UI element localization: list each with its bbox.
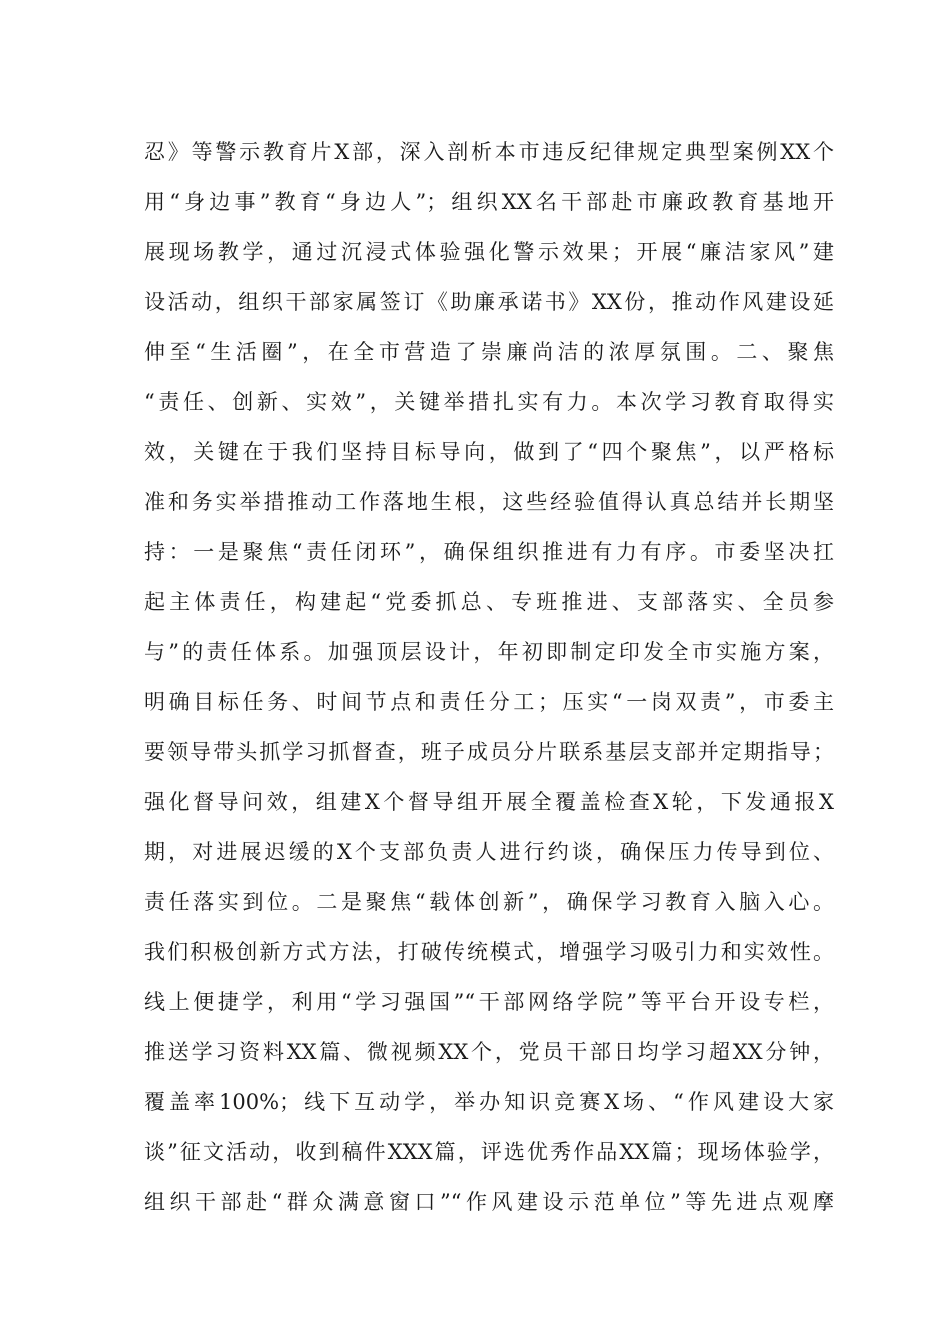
text-line-19: 推送学习资料XX篇、微视频XX个，党员干部日均学习超XX分钟，	[144, 1040, 834, 1064]
text-line-18: 线上便捷学，利用“学习强国”“干部网络学院”等平台开设专栏，	[144, 990, 834, 1014]
text-line-9: 持：一是聚焦“责任闭环”，确保组织推进有力有序。市委坚决扛	[144, 540, 834, 564]
text-line-14: 强化督导问效，组建X个督导组开展全覆盖检查X轮，下发通报X	[144, 790, 834, 814]
body-text	[144, 127, 834, 1227]
text-line-8: 准和务实举措推动工作落地生根，这些经验值得认真总结并长期坚	[144, 490, 834, 514]
text-line-13: 要领导带头抓学习抓督查，班子成员分片联系基层支部并定期指导；	[144, 740, 834, 764]
text-line-22: 组织干部赴“群众满意窗口”“作风建设示范单位”等先进点观摩	[144, 1190, 834, 1214]
text-line-2: 用“身边事”教育“身边人”；组织XX名干部赴市廉政教育基地开	[144, 190, 834, 214]
text-line-21: 谈”征文活动，收到稿件XXX篇，评选优秀作品XX篇；现场体验学，	[144, 1140, 834, 1164]
text-line-10: 起主体责任，构建起“党委抓总、专班推进、支部落实、全员参	[144, 590, 834, 614]
text-line-12: 明确目标任务、时间节点和责任分工；压实“一岗双责”，市委主	[144, 690, 834, 714]
text-line-7: 效，关键在于我们坚持目标导向，做到了“四个聚焦”，以严格标	[144, 440, 834, 464]
text-line-5: 伸至“生活圈”，在全市营造了崇廉尚洁的浓厚氛围。二、聚焦	[144, 340, 834, 364]
text-line-16: 责任落实到位。二是聚焦“载体创新”，确保学习教育入脑入心。	[144, 890, 834, 914]
text-line-15: 期，对进展迟缓的X个支部负责人进行约谈，确保压力传导到位、	[144, 840, 834, 864]
text-line-4: 设活动，组织干部家属签订《助廉承诺书》XX份，推动作风建设延	[144, 290, 834, 314]
text-line-1: 忍》等警示教育片X部，深入剖析本市违反纪律规定典型案例XX个	[144, 140, 834, 164]
text-line-11: 与”的责任体系。加强顶层设计，年初即制定印发全市实施方案，	[144, 640, 834, 664]
text-line-17: 我们积极创新方式方法，打破传统模式，增强学习吸引力和实效性。	[144, 940, 834, 964]
text-line-6: “责任、创新、实效”，关键举措扎实有力。本次学习教育取得实	[144, 390, 834, 414]
text-line-3: 展现场教学，通过沉浸式体验强化警示效果；开展“廉洁家风”建	[144, 240, 834, 264]
text-line-20: 覆盖率100%；线下互动学，举办知识竞赛X场、“作风建设大家	[144, 1090, 834, 1114]
